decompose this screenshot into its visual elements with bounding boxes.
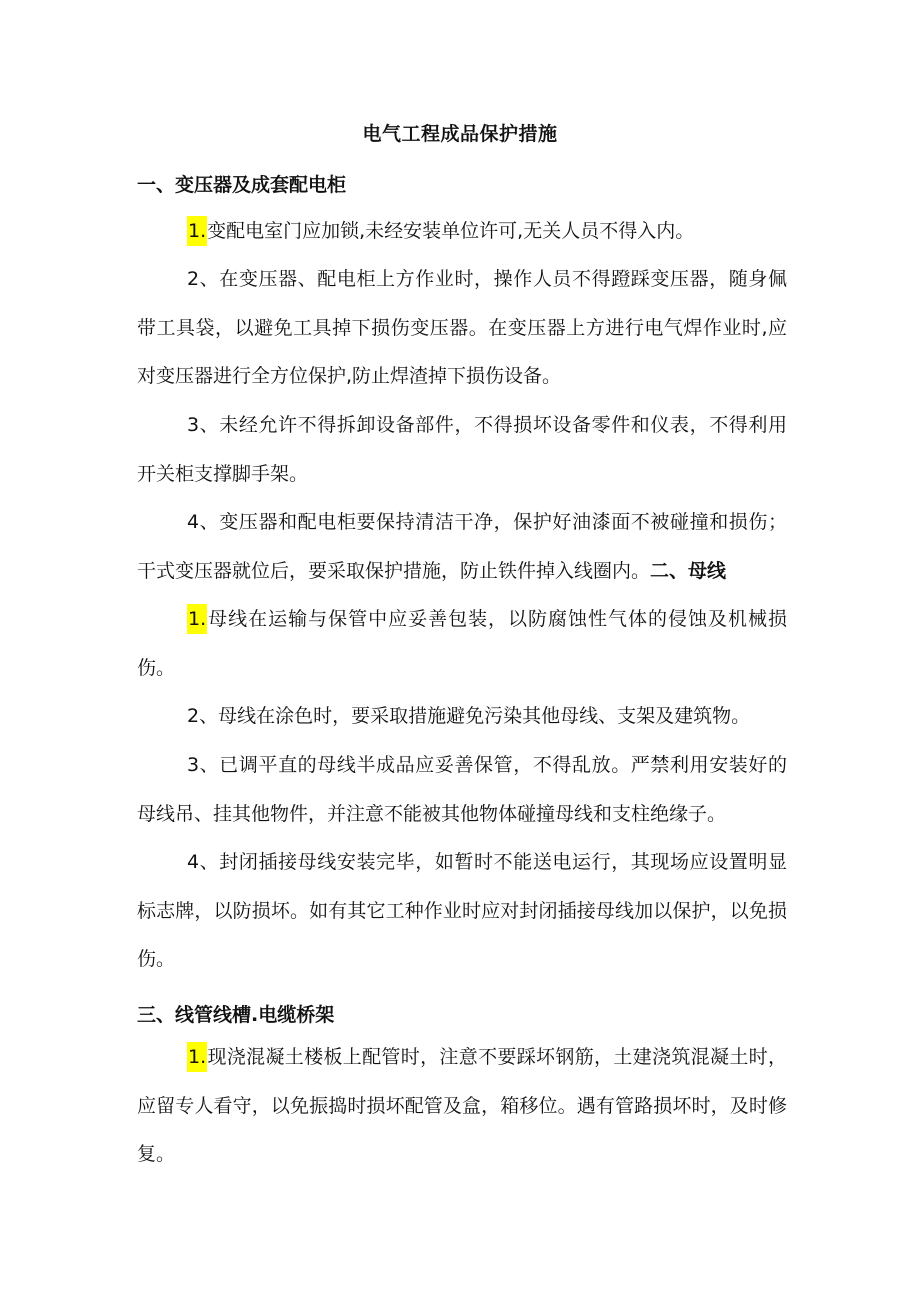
paragraph-text: 封闭插接母线安装完毕，如暂时不能送电运行，其现场应设置明显标志牌，以防损坏。如有其它工种作业时应对封闭插接母线加以保护，以免损伤。 (137, 851, 787, 970)
paragraph-3-1 (137, 1033, 787, 1179)
item-number-highlight: 1. (187, 604, 207, 634)
paragraph-2-3 (137, 741, 787, 838)
paragraph-text: 母线在涂色时，要采取措施避免污染其他母线、支架及建筑物。 (218, 705, 751, 727)
paragraph-text: 母线在运输与保管中应妥善包装，以防腐蚀性气体的侵蚀及机械损伤。 (137, 608, 787, 679)
item-number-highlight: 1. (187, 216, 207, 246)
paragraph-1-3 (137, 401, 787, 498)
section-heading-transformer: 一、变压器及成套配电柜 (137, 174, 347, 196)
paragraph-text: 在变压器、配电柜上方作业时，操作人员不得蹬踩变压器，随身佩带工具袋，以避免工具掉下损伤变压器。在变压器上方进行电气焊作业时,应对变压器进行全方位保护,防止焊渣掉下损伤设备。 (137, 268, 787, 387)
paragraph-2-4 (137, 838, 787, 984)
item-number-highlight: 1. (187, 1042, 207, 1072)
item-number: 3、 (187, 414, 220, 436)
paragraph-text: 现浇混凝土楼板上配管时，注意不要踩坏钢筋，土建浇筑混凝土时，应留专人看守，以免振捣时损坏配管及盒，箱移位。遇有管路损坏时，及时修复。 (137, 1046, 787, 1165)
item-number: 2、 (187, 705, 219, 727)
paragraph-1-1 (137, 207, 787, 256)
paragraph-2-1 (137, 595, 787, 692)
item-number: 4、 (187, 851, 220, 873)
item-number: 2、 (187, 268, 220, 290)
paragraph-1-4 (137, 498, 787, 595)
paragraph-text: 未经允许不得拆卸设备部件，不得损坏设备零件和仪表，不得利用开关柜支撑脚手架。 (137, 414, 787, 485)
paragraph-1-2 (137, 255, 787, 401)
paragraph-text: 变配电室门应加锁,未经安装单位许可,无关人员不得入内。 (207, 220, 695, 242)
paragraph-text: 已调平直的母线半成品应妥善保管，不得乱放。严禁利用安装好的母线吊、挂其他物件，并注意不能被其他物体碰撞母线和支柱绝缘子。 (137, 754, 787, 825)
item-number: 3、 (187, 754, 220, 776)
paragraph-2-2 (137, 692, 787, 741)
paragraph-text: 变压器和配电柜要保持清洁干净，保护好油漆面不被碰撞和损伤；干式变压器就位后，要采取保护措施，防止铁件掉入线圈内。 (137, 511, 787, 582)
section-heading-busbar: 二、母线 (650, 559, 727, 582)
section-heading-conduit: 三、线管线槽.电缆桥架 (137, 1004, 335, 1026)
document-title: 电气工程成品保护措施 (362, 123, 558, 145)
item-number: 4、 (187, 511, 220, 533)
